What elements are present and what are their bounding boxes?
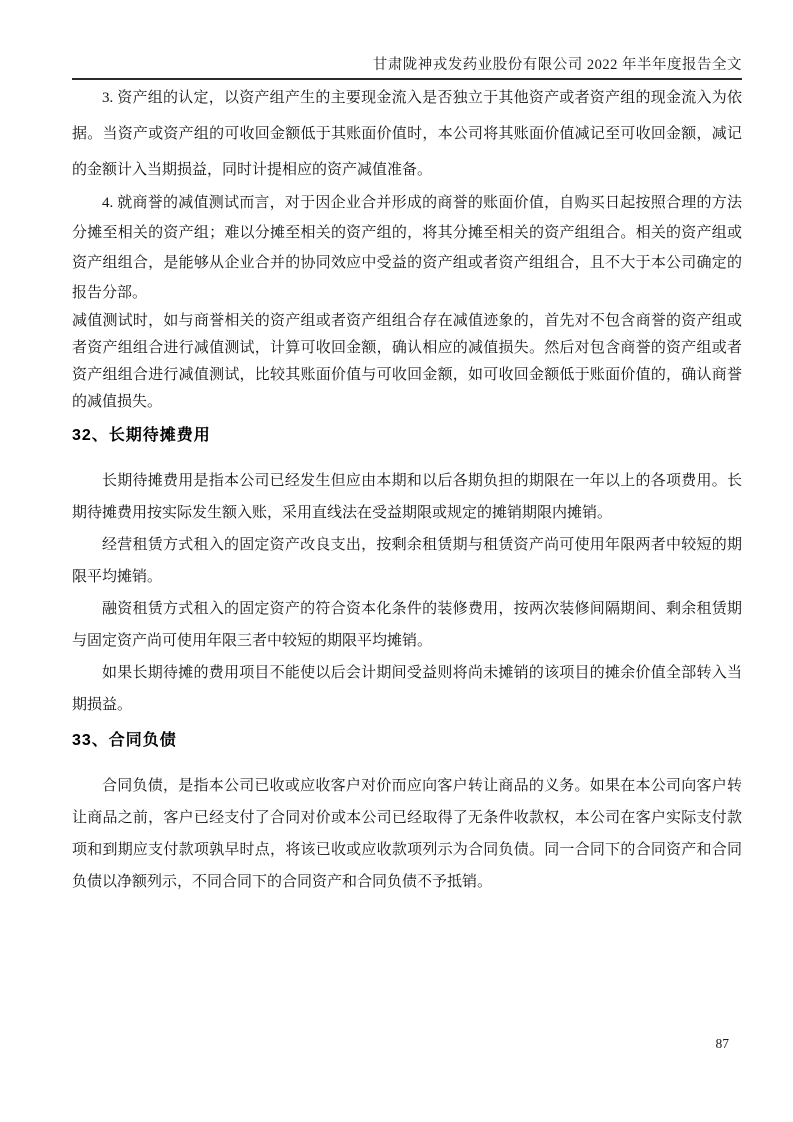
section-32-paragraph: 如果长期待摊的费用项目不能使以后会计期间受益则将尚未摊销的该项目的摊余价值全部转入当期损益。	[72, 665, 742, 713]
section-heading-32-long-term-deferred-expenses: 32、长期待摊费用	[72, 427, 211, 444]
paragraph-asset-group-recognition: 3. 资产组的认定，以资产组产生的主要现金流入是否独立于其他资产或者资产组的现金流入为依据。当资产或资产组的可收回金额低于其账面价值时，本公司将其账面价值减记至可收回金额，减记的金额计入当期损益，同时计提相应的资产减值准备。	[72, 90, 742, 178]
section-32-paragraph: 融资租赁方式租入的固定资产的符合资本化条件的装修费用，按两次装修间隔期间、剩余租赁期与固定资产尚可使用年限三者中较短的期限平均摊销。	[72, 601, 742, 649]
page-number: 87	[715, 1036, 729, 1051]
section-32-paragraph: 长期待摊费用是指本公司已经发生但应由本期和以后各期负担的期限在一年以上的各项费用。长期待摊费用按实际发生额入账，采用直线法在受益期限或规定的摊销期限内摊销。	[72, 473, 742, 521]
section-32-paragraph: 经营租赁方式租入的固定资产改良支出，按剩余租赁期与租赁资产尚可使用年限两者中较短的期限平均摊销。	[72, 537, 742, 585]
section-33-paragraph: 合同负债，是指本公司已收或应收客户对价而应向客户转让商品的义务。如果在本公司向客户转让商品之前，客户已经支付了合同对价或本公司已经取得了无条件收款权，本公司在客户实际支付款项和到期应支付款项孰早时点，将该已收或应收款项列示为合同负债。同一合同下的合同资产和合同负债以净额列示，不同合同下的合同资产和合同负债不予抵销。	[72, 778, 742, 890]
section-heading-33-contract-liabilities: 33、合同负债	[72, 732, 177, 749]
paragraph-impairment-testing: 减值测试时，如与商誉相关的资产组或者资产组组合存在减值迹象的，首先对不包含商誉的资产组或者资产组组合进行减值测试，计算可收回金额，确认相应的减值损失。然后对包含商誉的资产组或者资产组组合进行减值测试，比较其账面价值与可收回金额，如可收回金额低于账面价值的，确认商誉的减值损失。	[72, 313, 742, 410]
paragraph-goodwill-impairment: 4. 就商誉的减值测试而言，对于因企业合并形成的商誉的账面价值，自购买日起按照合理的方法分摊至相关的资产组；难以分摊至相关的资产组的，将其分摊至相关的资产组组合。相关的资产组或资产组组合，是能够从企业合并的协同效应中受益的资产组或者资产组组合，且不大于本公司确定的报告分部。	[72, 195, 742, 301]
page-header-title: 甘肃陇神戎发药业股份有限公司 2022 年半年度报告全文	[72, 0, 742, 80]
